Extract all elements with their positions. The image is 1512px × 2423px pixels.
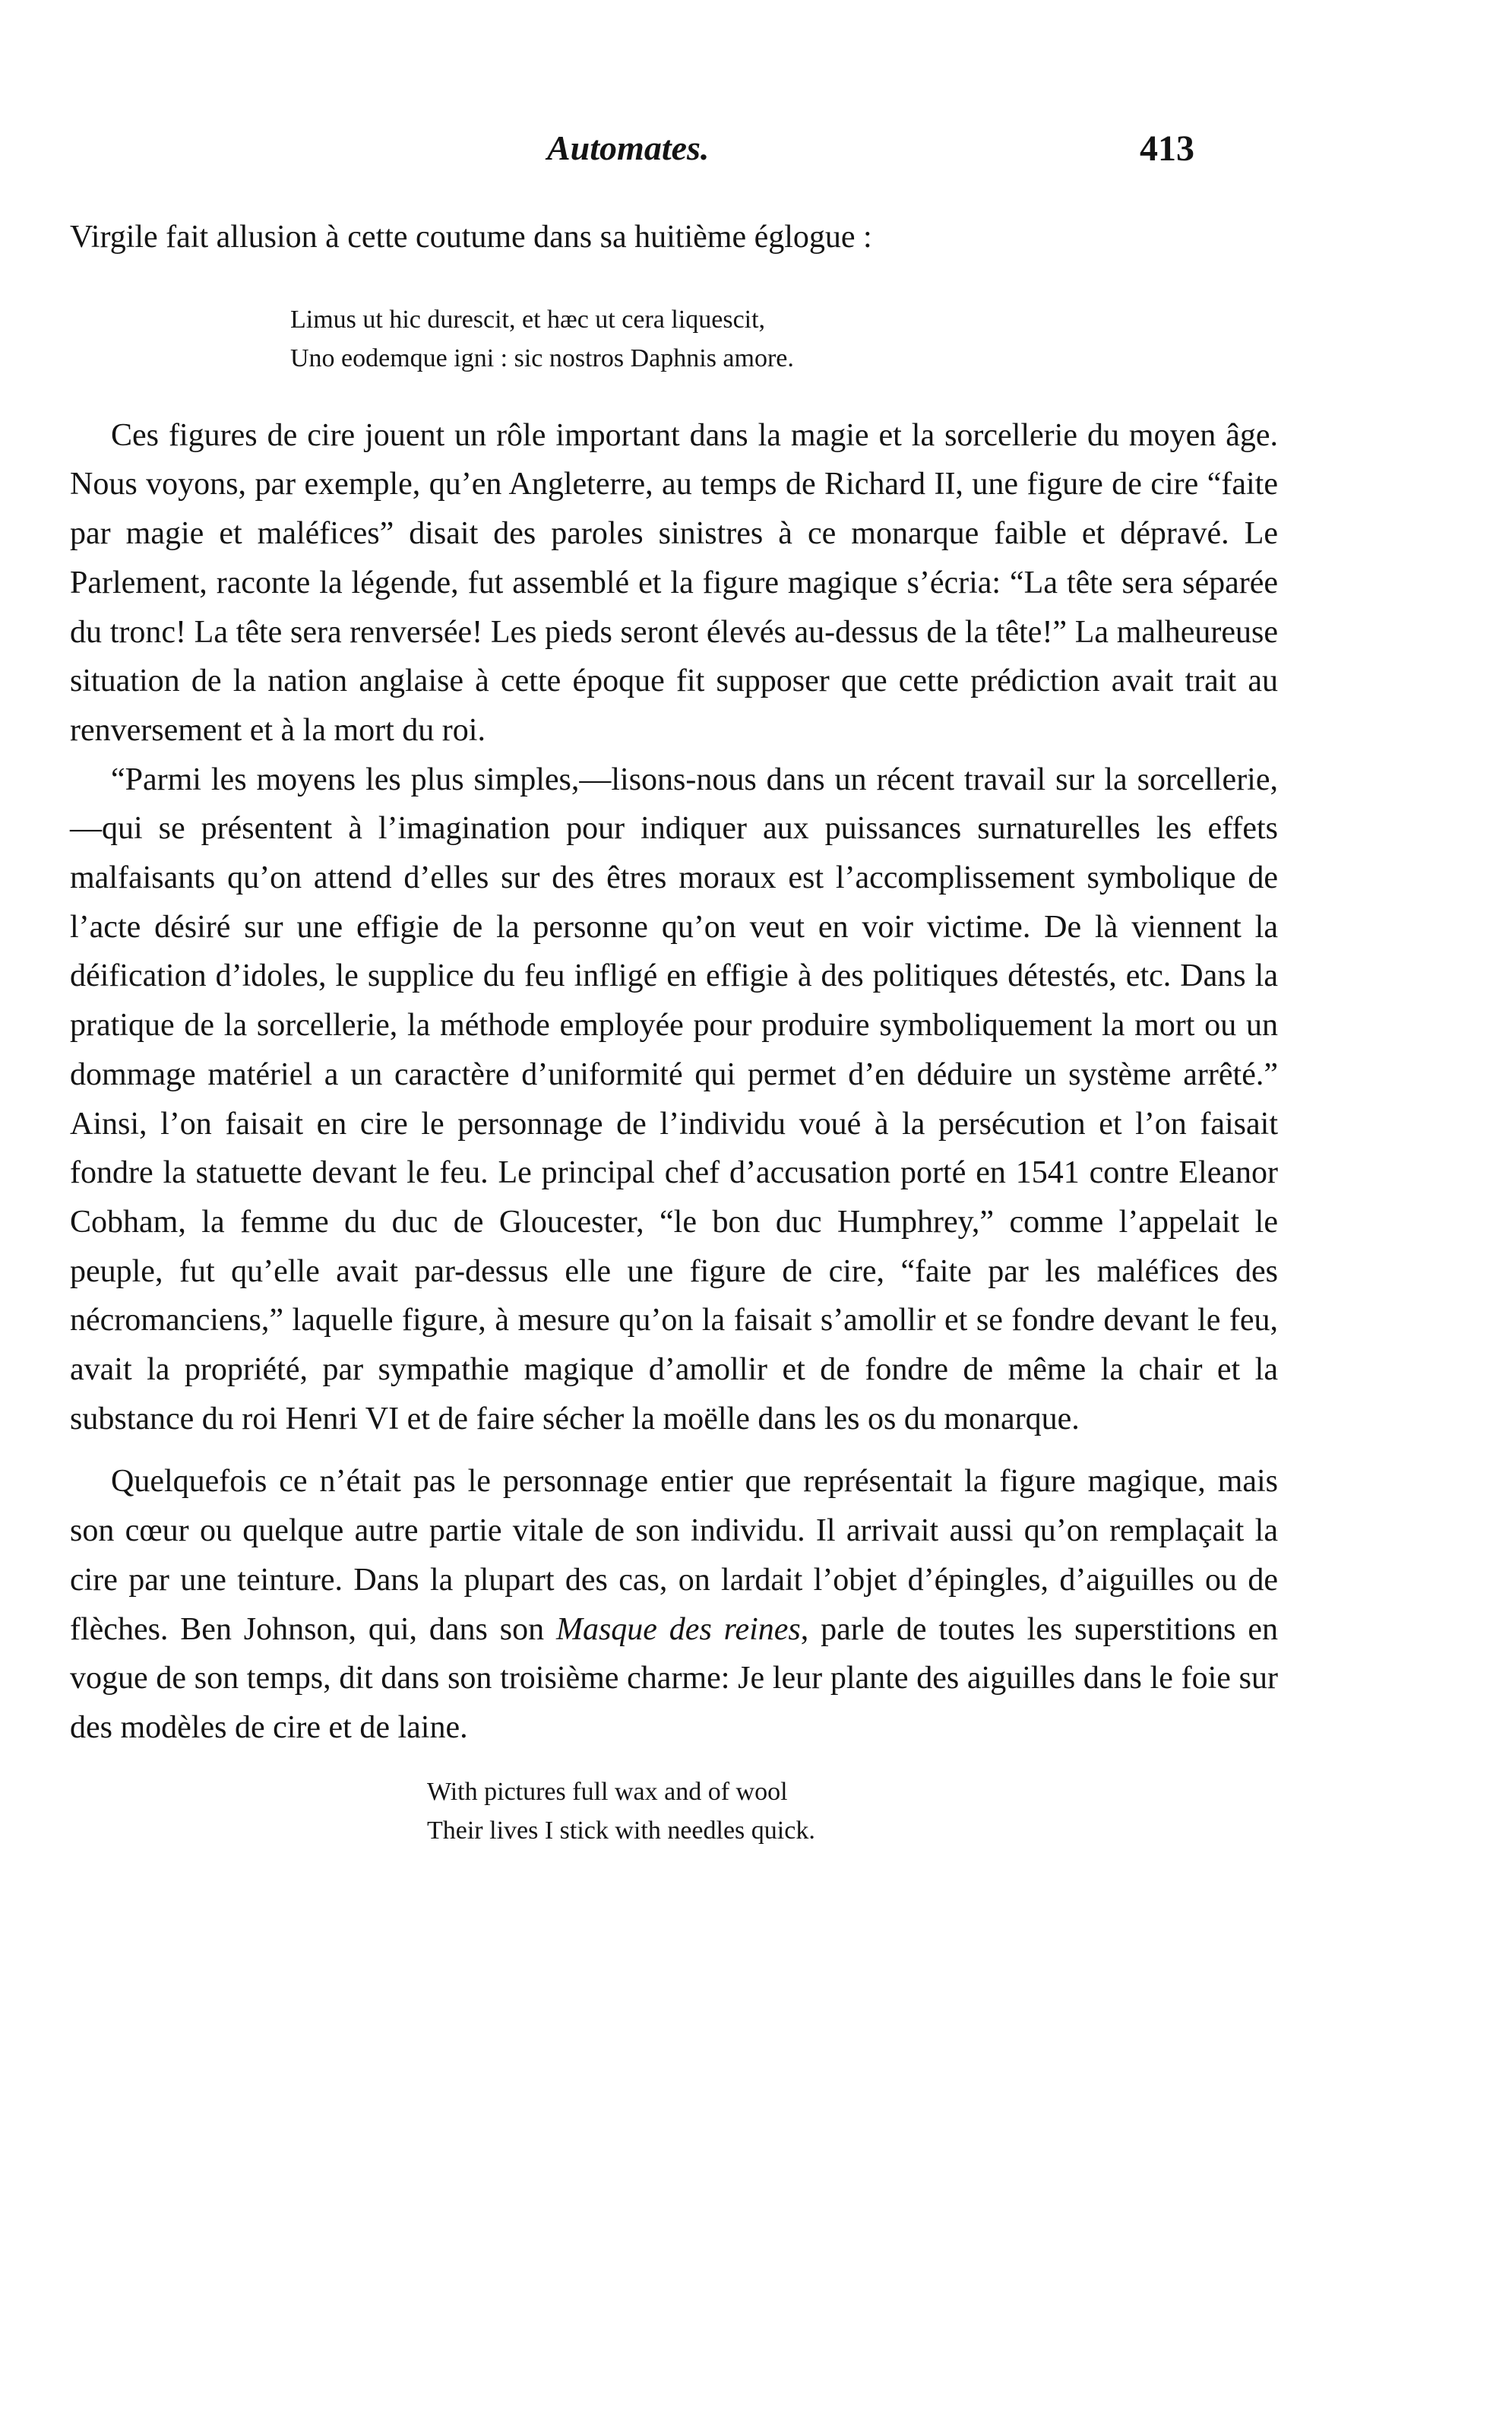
paragraph-sorcery-quote: “Parmi les moyens les plus simples,—lisons-nous dans un récent travail sur la sorcellerie,—qui se présentent à l’imagination pour indiquer aux puissances surnaturelles les effets malfaisants qu’on attend d’elles sur des êtres moraux est l’accomplissement symbolique de l’acte désiré sur une effigie de la personne qu’on veut en voir victime. De là viennent la déification d’idoles, le supplice du feu infligé en effigie à des politiques détestés, etc. Dans la pratique de la sorcellerie, la méthode employée pour produire symboliquement la mort ou un dommage matériel a un caractère d’uniformité qui permet d’en déduire un système arrêté.” Ainsi, l’on faisait en cire le personnage de l’individu voué à la persécution et l’on faisait fondre la statuette devant le feu. Le principal chef d’accusation porté en 1541 contre Eleanor Cobham, la femme du duc de Gloucester, “le bon duc Humphrey,” comme l’appelait le peuple, fut qu’elle avait par-dessus elle une figure de cire, “faite par les maléfices des nécromanciens,” laquelle figure, à mesure qu’on la faisait s’amollir et se fondre devant le feu, avait la propriété, par sympathie magique d’amollir et de fondre de même la chair et la substance du roi Henri VI et de faire sécher la moëlle dans les os du monarque. xyxy=(70,762,1278,1436)
paragraph-intro: Virgile fait allusion à cette coutume dans sa huitième églogue : xyxy=(70,220,872,255)
page-number: 413 xyxy=(1140,128,1194,169)
paragraph-text-end: , parle de toutes les superstitions en vogue de son temps, dit dans son troisième charme: Je leur plante des aiguilles dans le foie sur des modèles de cire et de laine. xyxy=(70,1611,1278,1745)
page-body xyxy=(70,205,1278,1850)
running-title: Automates. xyxy=(547,128,710,167)
paragraph-wax-figures: Ces figures de cire jouent un rôle important dans la magie et la sorcellerie du moyen âge. Nous voyons, par exemple, qu’en Angleterre, au temps de Richard II, une figure de cire “faite par magie et maléfices” disait des paroles sinistres à ce monarque faible et dépravé. Le Parlement, raconte la légende, fut assemblé et la figure magique s’écria: “La tête sera séparée du tronc! La tête sera renversée! Les pieds seront élevés au-dessus de la tête!” La malheureuse situation de la nation anglaise à cette époque fit supposer que cette prédiction avait trait au renversement et à la mort du roi. xyxy=(70,417,1278,748)
paragraph-magic-figure xyxy=(70,1457,1278,1752)
page-header xyxy=(0,128,1512,181)
latin-verse: Limus ut hic durescit, et hæc ut cera liquescit, Uno eodemque igni : sic nostros Daphnis amore. xyxy=(290,305,794,372)
english-verse: With pictures full wax and of wool Their lives I stick with needles quick. xyxy=(427,1777,815,1845)
italic-title: Masque des reines xyxy=(555,1611,801,1647)
paragraph-text-start: Quelquefois ce n’était pas le personnage entier que représentait la figure magique, mais son cœur ou quelque autre partie vitale de son individu. Il arrivait aussi qu’on remplaçait la cire par une teinture. Dans la plupart des cas, on lardait l’objet d’épingles, d’aiguilles ou de flèches. Ben Johnson, qui, dans son xyxy=(70,1464,1278,1647)
